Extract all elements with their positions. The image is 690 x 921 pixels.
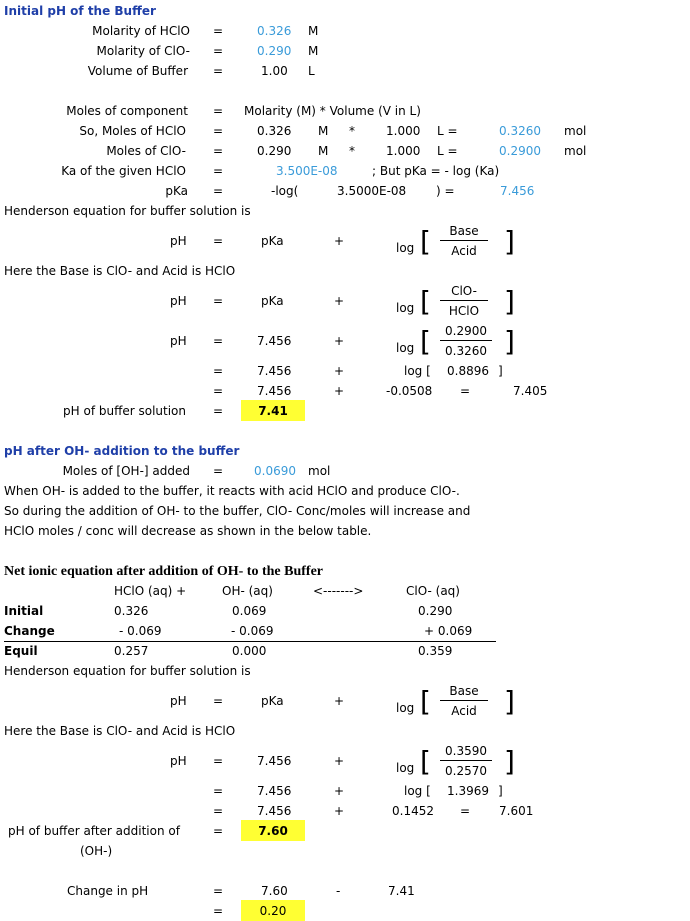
bracket-right-icon: ] [504, 285, 515, 318]
moles-hclo-result: 0.3260 [499, 124, 541, 138]
equals-sign: = [213, 404, 224, 418]
eq-plus: + [334, 784, 345, 798]
eq-pka: 7.456 [257, 804, 292, 818]
unit: M [308, 44, 319, 58]
equals-sign: = [213, 124, 224, 138]
fraction-bar [440, 760, 492, 761]
label-ph-after-oh: (OH-) [80, 844, 113, 858]
bracket-left-icon: [ [420, 745, 431, 778]
henderson-intro: Henderson equation for buffer solution is [4, 204, 251, 218]
bracket-left-icon: [ [420, 225, 431, 258]
eq-ph: pH [170, 234, 187, 248]
eq-log-value: 1.3969 [447, 784, 489, 798]
equals-sign: = [213, 824, 224, 838]
change-ph-a: 7.60 [261, 884, 288, 898]
ka-value: 3.500E-08 [276, 164, 338, 178]
calc-unit: M [318, 144, 329, 158]
value-molarity-hclo: 0.326 [257, 24, 292, 38]
eq-pka: 7.456 [257, 754, 292, 768]
equals-sign: = [213, 804, 224, 818]
eq-plus: + [334, 804, 345, 818]
calc-mol: mol [564, 144, 587, 158]
equals-sign: = [213, 164, 224, 178]
equals-sign: = [213, 694, 224, 708]
ice-cell: - 0.069 [231, 624, 274, 638]
here-base-acid: Here the Base is ClO- and Acid is HClO [4, 264, 236, 278]
eq-log-value: 0.8896 [447, 364, 489, 378]
bracket-right-icon: ] [504, 225, 515, 258]
section-title-initial: Initial pH of the Buffer [4, 4, 156, 18]
here-base-acid: Here the Base is ClO- and Acid is HClO [4, 724, 236, 738]
eq-log: log [396, 761, 415, 775]
eq-pka: pKa [261, 694, 284, 708]
ice-cell: 0.326 [114, 604, 149, 618]
ph-after-result: 7.60 [258, 824, 288, 838]
ice-row-label-equil: Equil [4, 644, 38, 658]
eq-ph: pH [170, 294, 187, 308]
eq-ph: pH [170, 334, 187, 348]
eq-plus: + [334, 364, 345, 378]
eq-pka: pKa [261, 294, 284, 308]
fraction-numerator: Base [449, 684, 479, 698]
ice-cell: - 0.069 [119, 624, 162, 638]
equals-sign: = [213, 364, 224, 378]
fraction-numerator: 0.2900 [445, 324, 487, 338]
eq-pka: 7.456 [257, 364, 292, 378]
ice-row-label-change: Change [4, 624, 55, 638]
ice-row-label-initial: Initial [4, 604, 44, 618]
equals-sign: = [213, 784, 224, 798]
eq-log-value: -0.0508 [386, 384, 433, 398]
label-molarity-clo: Molarity of ClO- [96, 44, 190, 58]
calc-m: 0.326 [257, 124, 292, 138]
equals-sign: = [213, 184, 224, 198]
eq-log: log [396, 701, 415, 715]
equals-sign: = [213, 464, 224, 478]
eq-pka: 7.456 [257, 784, 292, 798]
eq-ph: pH [170, 754, 187, 768]
label-molarity-hclo: Molarity of HClO [92, 24, 190, 38]
ice-header-hclo: HClO (aq) + [114, 584, 187, 598]
fraction [440, 224, 488, 260]
pka-result: 7.456 [500, 184, 535, 198]
ice-header-clo: ClO- (aq) [406, 584, 460, 598]
fraction [440, 744, 492, 780]
fraction [440, 284, 488, 320]
value-volume: 1.00 [261, 64, 288, 78]
value-molarity-clo: 0.290 [257, 44, 292, 58]
ice-header-oh: OH- (aq) [222, 584, 273, 598]
unit: M [308, 24, 319, 38]
eq-pka: pKa [261, 234, 284, 248]
label-moles-clo: Moles of ClO- [106, 144, 186, 158]
equals-sign: = [213, 144, 224, 158]
fraction-bar [440, 300, 488, 301]
fraction-numerator: 0.3590 [445, 744, 487, 758]
ice-cell: + 0.069 [424, 624, 473, 638]
equals-sign: = [213, 44, 224, 58]
section-title-after: pH after OH- addition to the buffer [4, 444, 240, 458]
equals-sign: = [213, 294, 224, 308]
eq-log: log [396, 241, 415, 255]
eq-plus: + [334, 334, 345, 348]
unit: L [308, 64, 315, 78]
fraction-denominator: Acid [451, 244, 477, 258]
label-moles-component: Moles of component [66, 104, 188, 118]
ice-cell: 0.257 [114, 644, 149, 658]
eq-log-value: 0.1452 [392, 804, 434, 818]
calc-unit: M [318, 124, 329, 138]
eq-plus: + [334, 754, 345, 768]
fraction-numerator: ClO- [451, 284, 477, 298]
eq-result: 7.405 [513, 384, 548, 398]
fraction-bar [440, 700, 488, 701]
calc-m: 0.290 [257, 144, 292, 158]
moles-oh-unit: mol [308, 464, 331, 478]
equals-sign: = [213, 24, 224, 38]
calc-v: 1.000 [386, 144, 421, 158]
equals-sign: = [460, 804, 471, 818]
equals-sign: = [460, 384, 471, 398]
bracket-right-icon: ] [504, 325, 515, 358]
fraction-bar [440, 340, 492, 341]
bracket-left-icon: [ [420, 325, 431, 358]
calc-star: * [349, 124, 355, 138]
eq-result: 7.601 [499, 804, 534, 818]
moles-oh-value: 0.0690 [254, 464, 296, 478]
eq-ph: pH [170, 694, 187, 708]
change-ph-result: 0.20 [259, 904, 287, 918]
equals-sign: = [213, 904, 224, 918]
fraction-denominator: Acid [451, 704, 477, 718]
label-ka: Ka of the given HClO [61, 164, 186, 178]
equals-sign: = [213, 884, 224, 898]
eq-plus: + [334, 384, 345, 398]
bracket-left-icon: [ [420, 685, 431, 718]
eq-log: log [ [404, 784, 431, 798]
pka-arg: 3.5000E-08 [337, 184, 407, 198]
label-ph-buffer: pH of buffer solution [63, 404, 186, 418]
ice-header-arrow: <-------> [313, 584, 364, 598]
fraction [440, 684, 488, 720]
eq-log: log [396, 341, 415, 355]
moles-formula: Molarity (M) * Volume (V in L) [244, 104, 421, 118]
calc-v: 1.000 [386, 124, 421, 138]
eq-pka: 7.456 [257, 384, 292, 398]
ice-cell: 0.069 [232, 604, 267, 618]
fraction-bar [440, 240, 488, 241]
moles-clo-result: 0.2900 [499, 144, 541, 158]
minus-sign: - [336, 884, 341, 898]
eq-close-bracket: ] [498, 364, 503, 378]
ice-divider [4, 641, 496, 642]
bracket-left-icon: [ [420, 285, 431, 318]
net-ionic-title: Net ionic equation after addition of OH- to the Buffer [4, 564, 323, 579]
label-pka: pKa [165, 184, 188, 198]
equals-sign: = [213, 754, 224, 768]
fraction-denominator: 0.2570 [445, 764, 487, 778]
paragraph-line: So during the addition of OH- to the buffer, ClO- Conc/moles will increase and [4, 504, 471, 518]
label-change-ph: Change in pH [67, 884, 149, 898]
label-moles-hclo: So, Moles of HClO [79, 124, 186, 138]
label-volume: Volume of Buffer [87, 64, 188, 78]
eq-close-bracket: ] [498, 784, 503, 798]
eq-log: log [ [404, 364, 431, 378]
calc-star: * [349, 144, 355, 158]
label-moles-oh: Moles of [OH-] added [62, 464, 190, 478]
ph-buffer-result: 7.41 [258, 404, 288, 418]
calc-l: L = [437, 144, 458, 158]
paragraph-line: HClO moles / conc will decrease as shown in the below table. [4, 524, 372, 538]
eq-pka: 7.456 [257, 334, 292, 348]
equals-sign: = [213, 64, 224, 78]
eq-plus: + [334, 694, 345, 708]
pka-close: ) = [436, 184, 455, 198]
change-ph-b: 7.41 [388, 884, 415, 898]
fraction-denominator: 0.3260 [445, 344, 487, 358]
fraction-denominator: HClO [448, 304, 480, 318]
bracket-right-icon: ] [504, 745, 515, 778]
equals-sign: = [213, 384, 224, 398]
henderson-intro: Henderson equation for buffer solution is [4, 664, 251, 678]
fraction [440, 324, 492, 360]
ice-cell: 0.000 [232, 644, 267, 658]
ice-cell: 0.290 [418, 604, 453, 618]
paragraph-line: When OH- is added to the buffer, it reacts with acid HClO and produce ClO-. [4, 484, 460, 498]
fraction-numerator: Base [449, 224, 479, 238]
eq-plus: + [334, 294, 345, 308]
pka-log: -log( [271, 184, 299, 198]
equals-sign: = [213, 234, 224, 248]
ka-note: ; But pKa = - log (Ka) [372, 164, 500, 178]
ice-cell: 0.359 [418, 644, 453, 658]
calc-mol: mol [564, 124, 587, 138]
eq-plus: + [334, 234, 345, 248]
calc-l: L = [437, 124, 458, 138]
equals-sign: = [213, 104, 224, 118]
equals-sign: = [213, 334, 224, 348]
eq-log: log [396, 301, 415, 315]
label-ph-after: pH of buffer after addition of [8, 824, 180, 838]
bracket-right-icon: ] [504, 685, 515, 718]
